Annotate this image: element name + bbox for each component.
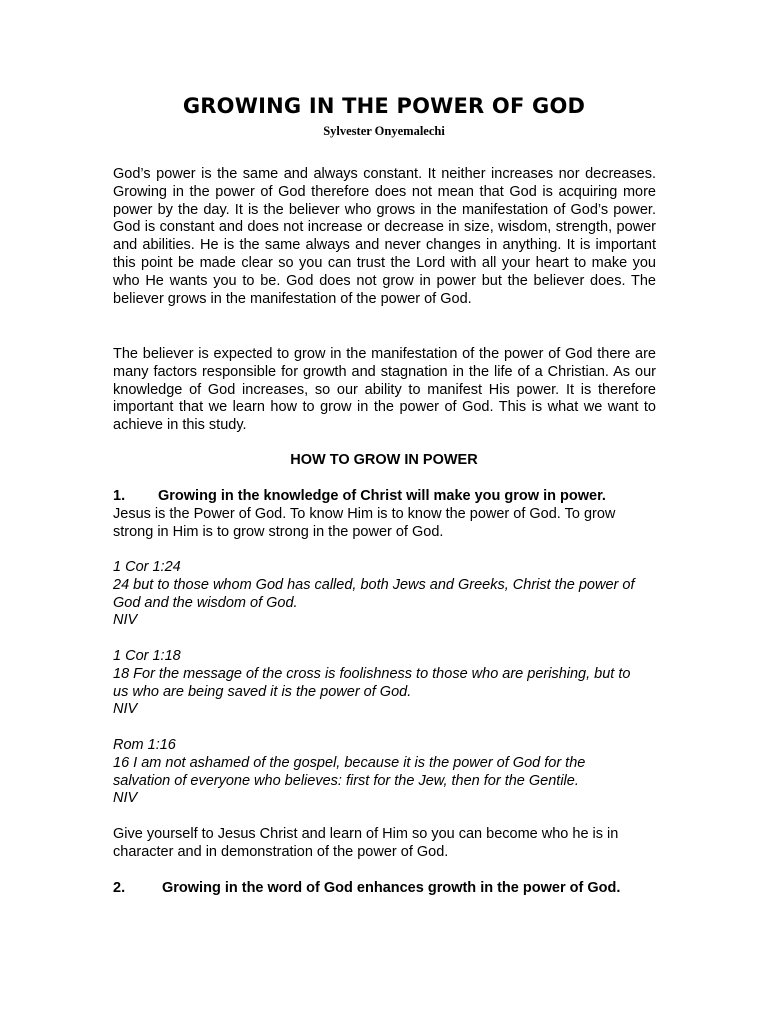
scripture-version: NIV	[113, 612, 138, 629]
scripture-ref: Rom 1:16	[113, 737, 176, 753]
scripture-line: us who are being saved it is the power of God.	[113, 683, 412, 700]
scripture-version: NIV	[113, 790, 138, 807]
scripture-block	[113, 648, 656, 719]
point-1-body: Jesus is the Power of God. To know Him is to know the power of God. To grow strong in Him is to grow strong in the power of God.	[113, 506, 616, 540]
point-2-heading	[113, 880, 673, 896]
scripture-block	[113, 737, 656, 808]
scripture-line: 18 For the message of the cross is foolishness to those who are perishing, but to	[113, 665, 631, 682]
scripture-block	[113, 559, 656, 630]
document-title: GROWING IN THE POWER OF GOD	[182, 94, 586, 118]
closing-line: character and in demonstration of the power of God.	[113, 843, 449, 860]
scripture-line: 24 but to those whom God has called, both Jews and Greeks, Christ the power of	[113, 576, 635, 593]
scripture-line: 16 I am not ashamed of the gospel, because it is the power of God for the	[113, 754, 586, 771]
section-heading: HOW TO GROW IN POWER	[290, 452, 478, 468]
intro-paragraph-2: The believer is expected to grow in the manifestation of the power of God there are many factors responsible for growth and stagnation in the life of a Christian. As our knowledge of God increases, so our ability to manifest His power. It is therefore important that we learn how to grow in the power of God. This is what we want to achieve in this study.	[113, 346, 656, 434]
closing-paragraph	[113, 826, 656, 862]
point-1-number: 1.	[113, 488, 126, 504]
scripture-line: salvation of everyone who believes: first for the Jew, then for the Gentile.	[113, 772, 579, 789]
intro-paragraph-1: God’s power is the same and always constant. It neither increases nor decreases. Growing in the power of God therefore does not mean that God is acquiring more power by the day. It is the believer who grows in the manifestation of God’s power. God is constant and does not increase or decrease in size, wisdom, strength, power and abilities. He is the same always and never changes in anything. It is important this point be made clear so you can trust the Lord with all your heart to make you who He wants you to be. God does not grow in power but the believer does. The believer grows in the manifestation of the power of God.	[113, 166, 656, 307]
point-2-number: 2.	[113, 880, 126, 896]
scripture-ref: 1 Cor 1:24	[113, 559, 181, 575]
point-2-heading-text: Growing in the word of God enhances growth in the power of God.	[162, 880, 621, 896]
closing-line: Give yourself to Jesus Christ and learn of Him so you can become who he is in	[113, 826, 619, 842]
scripture-line: God and the wisdom of God.	[113, 594, 298, 611]
scripture-ref: 1 Cor 1:18	[113, 648, 181, 664]
document-author: Sylvester Onyemalechi	[323, 124, 445, 138]
scripture-version: NIV	[113, 701, 138, 718]
point-1-heading	[113, 488, 673, 504]
point-1-heading-text: Growing in the knowledge of Christ will make you grow in power.	[158, 488, 606, 504]
